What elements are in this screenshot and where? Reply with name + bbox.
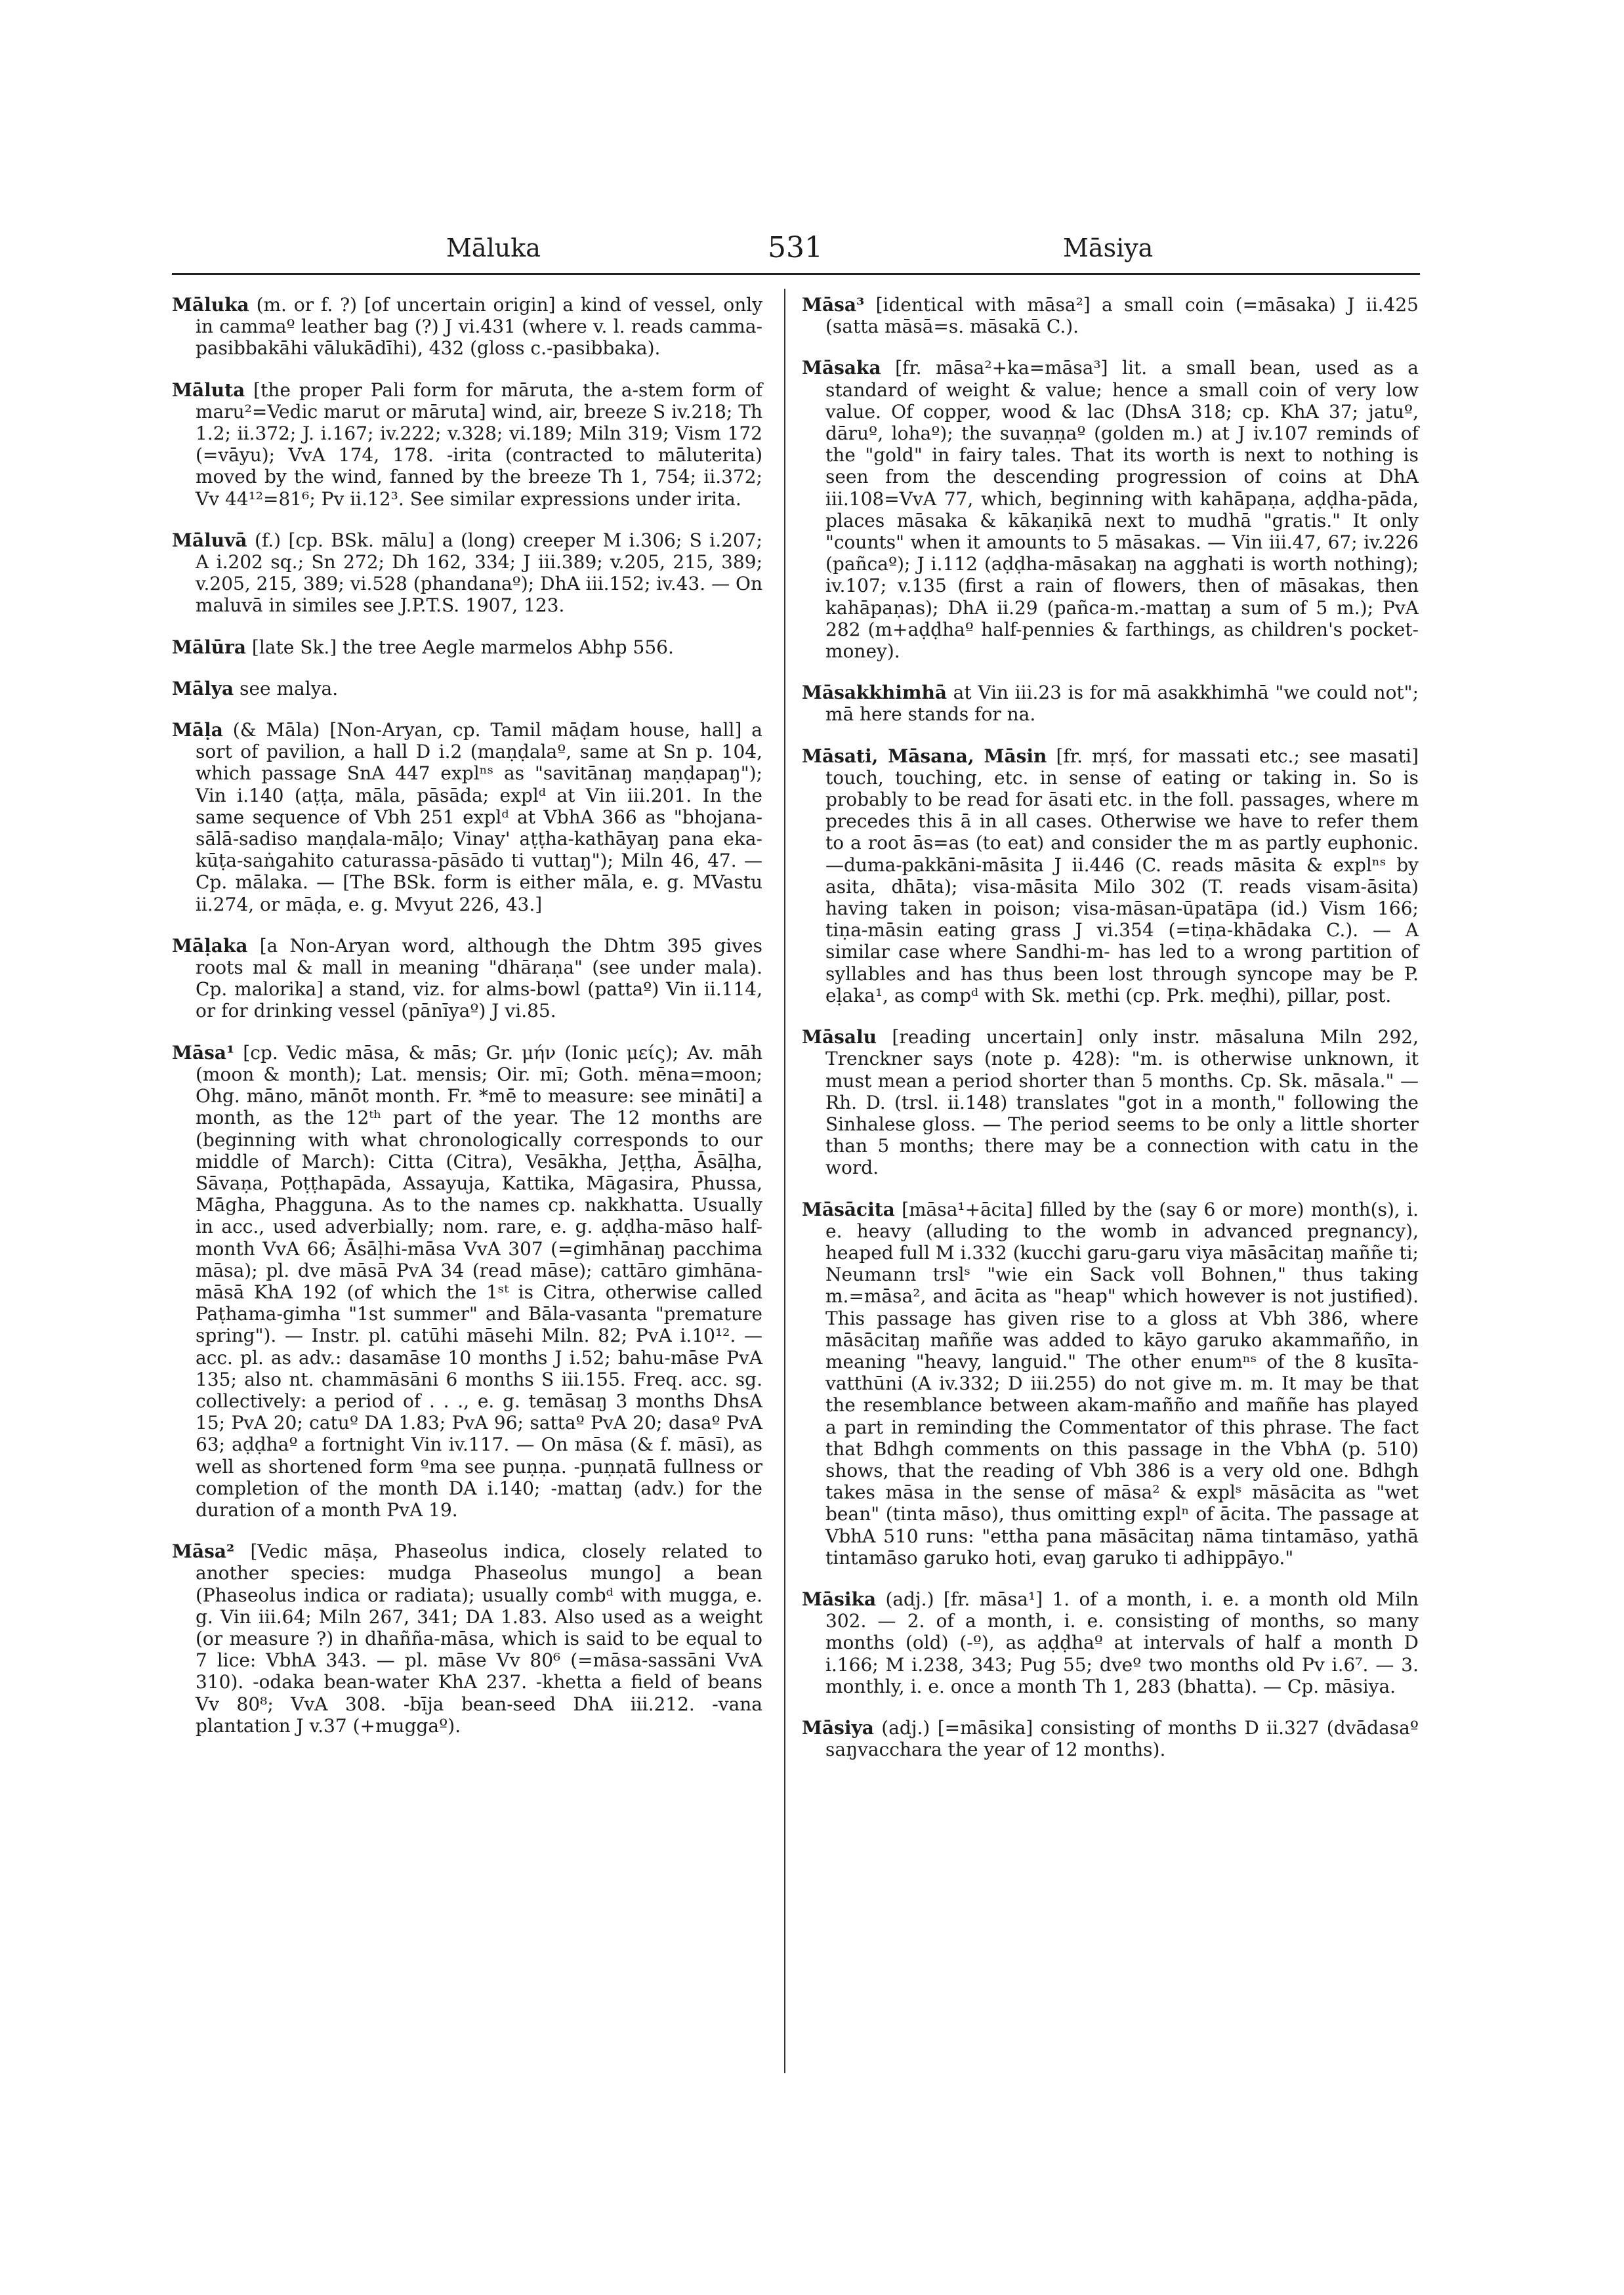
header-left-guideword: Māluka	[446, 234, 541, 262]
entry-text: [late Sk.] the tree Aegle marmelos Abhp 556.	[246, 636, 674, 658]
entry-text: (& Māla) [Non-Aryan, cp. Tamil māḍam house, hall] a sort of pavilion, a hall D i.2 (maṇḍalaº, same at Sn p. 104, which passage SnA 447 explⁿˢ as "savitānaŋ maṇḍapaŋ"); Vin i.140 (aṭṭa, māla, pāsāda; explᵈ at Vin iii.201. In the same sequence of Vbh 251 explᵈ at VbhA 366 as "bhojana-sālā-sadiso maṇḍala-māḷo; Vinay' aṭṭha-kathāyaŋ pana ekа-kūṭa-saṅgahito caturassa-pāsādo ti vuttaŋ"); Miln 46, 47. — Cp. mālaka. — [The BSk. form is either māla, e. g. MVastu ii.274, or māḍa, e. g. Mvyut 226, 43.]	[196, 719, 762, 915]
dictionary-entry	[172, 719, 762, 915]
headword: Māḷa	[172, 719, 223, 741]
entry-text: [māsa¹+ācita] filled by the (say 6 or more) month(s), i. e. heavy (alluding to the womb in advanced pregnancy), heaped full M i.332 (kucchi garu-garu viya māsācitaŋ maññe ti; Neumann trslˢ "wie ein Sack voll Bohnen," thus taking m.=māsa², and ācita as "heap" which however is not justified). This passage has given rise to a gloss at Vbh 386, where māsācitaŋ maññe was added to kāyo garuko akammañño, in meaning "heavy, languid." The other enumⁿˢ of the 8 kusīta-vatthūni (A iv.332; D iii.255) do not give m. m. It may be that the resemblance between akam-mañño and maññe has played a part in reminding the Commentator of this phrase. The fact that Bdhgh comments on this passage in the VbhA (p. 510) shows, that the reading of Vbh 386 is a very old one. Bdhgh takes māsa in the sense of māsa² & explˢ māsācita as "wet bean" (tinta māso), thus omitting explⁿ of ācita. The passage at VbhA 510 runs: "ettha pana māsācitaŋ nāma tintamāso, yathā tintamāso garuko hoti, evaŋ garuko ti adhippāyo."	[825, 1198, 1419, 1569]
column-divider	[784, 289, 785, 2073]
entry-text: (f.) [cp. BSk. mālu] a (long) creeper M i.306; S i.207; A i.202 sq.; Sn 272; Dh 162, 334; J iii.389; v.205, 215, 389; v.205, 215, 389; vi.528 (phandanaº); DhA iii.152; iv.43. — On maluvā in similes see J.P.T.S. 1907, 123.	[196, 529, 762, 617]
dictionary-entry	[802, 357, 1419, 662]
dictionary-entry	[172, 1540, 762, 1737]
headword: Mālūra	[172, 636, 247, 658]
entry-text: [identical with māsa²] a small coin (=māsaka) J ii.425 (satta māsā=s. māsakā C.).	[825, 294, 1419, 338]
entry-text: (m. or f. ?) [of uncertain origin] a kind of vessel, only in cammaº leather bag (?) J vi.431 (where v. l. reads camma-pasibbakāhi vālukādīhi), 432 (gloss c.-pasibbaka).	[196, 294, 762, 360]
headword: Māluta	[172, 379, 245, 401]
headword: Māsakkhimhā	[802, 682, 947, 704]
entry-text: [cp. Vedic māsa, & mās; Gr. μήν (Ionic μείς); Av. māh (moon & month); Lat. mensis; Oir. mī; Goth. mēna=moon; Ohg. māno, mānōt month. Fr. *mē to measure: see mināti] a month, as the 12ᵗʰ part of the year. The 12 months are (beginning with what chronologically corresponds to our middle of March): Citta (Citra), Vesākha, Jeṭṭha, Āsāḷha, Sāvaṇa, Poṭṭhapāda, Assayuja, Kattika, Māgasira, Phussa, Māgha, Phagguna. As to the names cp. nakkhatta. Usually in acc., used adverbially; nom. rare, e. g. aḍḍha-māso half-month VvA 66; Āsāḷhi-māsa VvA 307 (=gimhānaŋ pacchima māsa); pl. dve māsā PvA 34 (read māse); cattāro gimhāna-māsā KhA 192 (of which the 1ˢᵗ is Citra, otherwise called Paṭhama-gimha "1st summer" and Bāla-vasanta "premature spring"). — Instr. pl. catūhi māsehi Miln. 82; PvA i.10¹². — acc. pl. as adv.: dasamāse 10 months J i.52; bahu-māse PvA 135; also nt. chammāsāni 6 months S iii.155. Freq. acc. sg. collectively: a period of . . ., e. g. temāsaŋ 3 months DhsA 15; PvA 20; catuº DA 1.83; PvA 96; sattaº PvA 20; dasaº PvA 63; aḍḍhaº a fortnight Vin iv.117. — On māsa (& f. māsī), as well as shortened form ºma see puṇṇa. -puṇṇatā fullness or completion of the month DA i.140; -mattaŋ (adv.) for the duration of a month PvA 19.	[196, 1041, 762, 1521]
headword: Māluvā	[172, 529, 247, 551]
header-right-guideword: Māsiya	[1063, 234, 1154, 262]
dictionary-entry	[802, 682, 1419, 725]
header-rule	[172, 273, 1420, 275]
dictionary-entry	[172, 678, 762, 699]
entry-text: (adj.) [=māsika] consisting of months D ii.327 (dvādasaº saŋvacchara the year of 12 months).	[825, 1716, 1419, 1761]
entry-text: [Vedic māṣa, Phaseolus indica, closely related to another species: mudga Phaseolus mungo] a bean (Phaseolus indica or radiata); usually combᵈ with mugga, e. g. Vin iii.64; Miln 267, 341; DA 1.83. Also used as a weight (or measure ?) in dhañña-māsa, which is said to be equal to 7 lice: VbhA 343. — pl. māse Vv 80⁶ (=māsa-sassāni VvA 310). -odaka bean-water KhA 237. -khetta a field of beans Vv 80⁸; VvA 308. -bīja bean-seed DhA iii.212. -vana plantation J v.37 (+muggaº).	[196, 1540, 762, 1737]
entry-text: at Vin iii.23 is for mā asakkhimhā "we could not"; mā here stands for na.	[825, 682, 1419, 726]
dictionary-entry	[172, 294, 762, 360]
headword: Māḷaka	[172, 934, 248, 957]
dictionary-entry	[802, 1717, 1419, 1760]
entry-text: [fr. māsa²+ka=māsa³] lit. a small bean, used as a standard of weight & value; hence a small coin of very low value. Of copper, wood & lac (DhsA 318; cp. KhA 37; jatuº, dāruº, lohaº); the suvaṇṇaº (golden m.) at J iv.107 reminds of the "gold" in fairy tales. That its worth is next to nothing is seen from the descending progression of coins at DhA iii.108=VvA 77, which, beginning with kahāpaṇa, aḍḍha-pāda, places māsaka & kākaṇikā next to mudhā "gratis." It only "counts" when it amounts to 5 māsakas. — Vin iii.47, 67; iv.226 (pañcaº); J i.112 (aḍḍha-māsakaŋ na agghati is worth nothing); iv.107; v.135 (first a rain of flowers, then of māsakas, then kahāpaṇas); DhA ii.29 (pañca-m.-mattaŋ a sum of 5 m.); PvA 282 (m+aḍḍhaº half-pennies & farthings, as children's pocket-money).	[825, 357, 1419, 663]
headword: Māsa²	[172, 1540, 235, 1563]
dictionary-entry	[802, 1026, 1419, 1178]
dictionary-entry	[172, 379, 762, 510]
headword: Māsati, Māsana, Māsin	[802, 745, 1047, 767]
dictionary-entry	[802, 294, 1419, 337]
right-column	[802, 294, 1419, 1780]
left-column	[172, 294, 762, 1756]
headword: Māsācita	[802, 1198, 895, 1220]
entry-text: [reading uncertain] only instr. māsaluna Miln 292, Trenckner says (note p. 428): "m. is otherwise unknown, it must mean a period shorter than 5 months. Cp. Sk. māsala." — Rh. D. (trsl. ii.148) translates "got in a month," following the Sinhalese gloss. — The period seems to be only a little shorter than 5 months; there may be a connection with catu in the word.	[825, 1026, 1419, 1179]
entry-text: [fr. mṛś, for massati etc.; see masati] touch, touching, etc. in sense of eating or taking in. So is probably to be read for āsati etc. in the foll. passages, where m precedes this ā in all cases. Otherwise we have to refer them to a root ās=as (to eat) and consider the m as partly euphonic. —duma-pakkāni-māsita J ii.446 (C. reads māsita & explⁿˢ by asita, dhāta); visa-māsita Milo 302 (T. reads visam-āsita) having taken in poison; visa-māsan-ūpatāpa (id.) Vism 166; tiṇa-māsin eating grass J vi.354 (=tiṇa-khādaka C.). — A similar case where Sandhi-m- has led to a wrong partition of syllables and has thus been lost through syncope may be P. eḷaka¹, as compᵈ with Sk. methi (cp. Prk. meḍhi), pillar, post.	[825, 745, 1419, 1006]
headword: Māsika	[802, 1588, 877, 1610]
headword: Mālya	[172, 677, 234, 699]
dictionary-entry	[802, 1588, 1419, 1697]
dictionary-entry	[172, 935, 762, 1022]
headword: Māsaka	[802, 357, 881, 379]
page-number: 531	[768, 231, 823, 264]
entry-text: [a Non-Aryan word, although the Dhtm 395 gives roots mal & mall in meaning "dhāraṇa" (see under mala). Cp. malorika] a stand, viz. for alms-bowl (pattaº) Vin ii.114, or for drinking vessel (pānīyaº) J vi.85.	[196, 934, 762, 1022]
dictionary-entry	[172, 529, 762, 617]
headword: Māluka	[172, 294, 249, 316]
headword: Māsa³	[802, 294, 865, 316]
entry-text: [the proper Pali form for māruta, the a-stem form of maru²=Vedic marut or māruta] wind, air, breeze S iv.218; Th 1.2; ii.372; J. i.167; iv.222; v.328; vi.189; Miln 319; Vism 172 (=vāyu); VvA 174, 178. -irita (contracted to māluterita) moved by the wind, fanned by the breeze Th 1, 754; ii.372; Vv 44¹²=81⁶; Pv ii.12³. See similar expressions under irita.	[196, 379, 762, 510]
dictionary-entry	[802, 1199, 1419, 1569]
dictionary-entry	[172, 1042, 762, 1521]
headword: Māsa¹	[172, 1041, 235, 1064]
headword: Māsalu	[802, 1026, 877, 1048]
dictionary-entry	[802, 745, 1419, 1006]
entry-text: (adj.) [fr. māsa¹] 1. of a month, i. e. a month old Miln 302. — 2. of a month, i. e. consisting of months, so many months (old) (-º), as aḍḍhaº at intervals of half a month D i.166; M i.238, 343; Pug 55; dveº two months old Pv i.6⁷. — 3. monthly, i. e. once a month Th 1, 283 (bhatta). — Cp. māsiya.	[825, 1588, 1419, 1697]
dictionary-entry	[172, 636, 762, 658]
entry-text: see malya.	[234, 677, 339, 699]
headword: Māsiya	[802, 1716, 874, 1739]
